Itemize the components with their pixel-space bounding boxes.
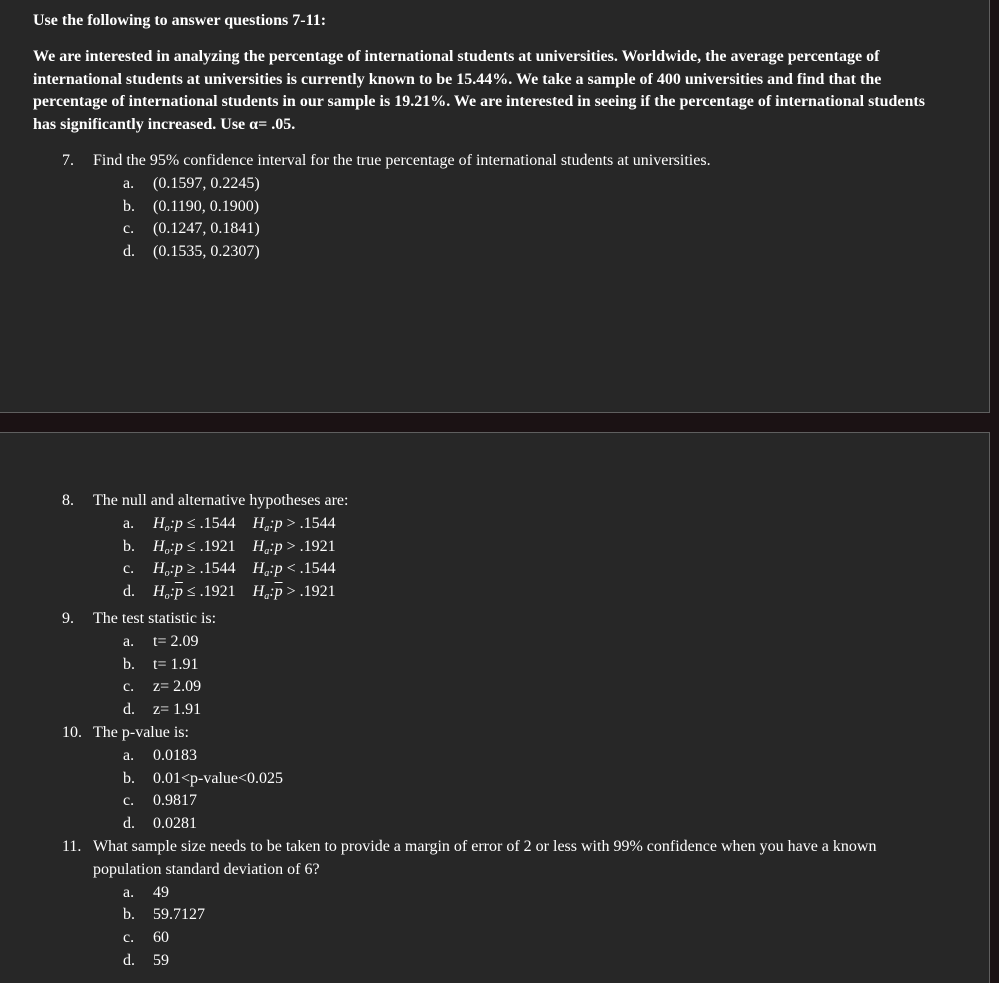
option-a[interactable]: [123, 745, 962, 768]
option-letter: c.: [123, 792, 135, 810]
alternative-hypothesis: $H_a:p$: [252, 560, 283, 580]
option-d[interactable]: [123, 950, 942, 973]
option-letter: d.: [123, 243, 135, 261]
option-letter: d.: [123, 583, 135, 601]
option-d[interactable]: d. $H_o:\overline{p} \le .1921$ $H_a:\overline{p} > .1921$: [123, 583, 336, 603]
option-letter: a.: [123, 514, 135, 532]
question-number: 8.: [62, 492, 74, 509]
option-letter: c.: [123, 929, 135, 947]
question-text: The test statistic is:: [93, 610, 217, 627]
option-text: z= 1.91: [153, 701, 202, 719]
question-panel-top: [0, 0, 990, 413]
option-text: (0.1247, 0.1841): [153, 220, 260, 238]
null-hypothesis: $H_o:p$: [153, 537, 183, 557]
option-letter: c.: [123, 220, 135, 238]
question-text: The null and alternative hypotheses are:: [93, 492, 349, 509]
question-number: 9.: [62, 610, 74, 627]
option-a[interactable]: [123, 631, 962, 654]
option-letter: b.: [123, 906, 135, 924]
alternative-hypothesis: $H_a:p$: [252, 537, 283, 557]
question-text: Find the 95% confidence interval for the true percentage of international students at universities.: [93, 152, 711, 169]
option-b[interactable]: [123, 768, 962, 791]
null-hypothesis: $H_o:p$: [153, 514, 183, 534]
option-letter: b.: [123, 769, 135, 787]
option-b[interactable]: [123, 196, 962, 219]
question-8: [62, 490, 962, 604]
option-d[interactable]: [123, 813, 962, 836]
question-9: [62, 608, 962, 722]
option-a[interactable]: a. $H_o:p \le .1544$ $H_a:p > .1544$: [123, 514, 336, 534]
question-number: 10.: [62, 724, 82, 741]
option-text: (0.1597, 0.2245): [153, 174, 260, 192]
instructions-heading: Use the following to answer questions 7-11:: [33, 12, 327, 29]
option-letter: a.: [123, 632, 135, 650]
answer-options: [123, 631, 962, 722]
option-text: 59.7127: [153, 906, 205, 924]
option-text: 0.0183: [153, 746, 197, 764]
option-d[interactable]: [123, 699, 962, 722]
option-text: (0.1190, 0.1900): [153, 197, 260, 215]
option-letter: c.: [123, 678, 135, 696]
option-letter: b.: [123, 197, 135, 215]
question-7: [62, 150, 962, 264]
question-text: The p-value is:: [93, 724, 189, 741]
option-text: t= 2.09: [153, 632, 199, 650]
option-c[interactable]: c. $H_o:p \ge .1544$ $H_a:p < .1544$: [123, 560, 336, 580]
problem-statement: We are interested in analyzing the percentage of international students at universities. Worldwide, the average percentage of international students at universities is currently known to be 15.44%. We take a sample of 400 universities and find that the percentage of international students in our sample is 19.21%. We are interested in seeing if the percentage of international students has significantly increased. Use α= .05.: [33, 48, 925, 133]
null-hypothesis: $H_o:\overline{p}$: [153, 583, 183, 603]
alternative-hypothesis: $H_a:\overline{p}$: [252, 583, 283, 603]
option-letter: a.: [123, 746, 135, 764]
option-text: 49: [153, 883, 169, 901]
option-text: t= 1.91: [153, 655, 199, 673]
option-text: 0.01<p-value<0.025: [153, 769, 284, 787]
option-letter: b.: [123, 537, 135, 555]
question-10: [62, 722, 962, 836]
option-text: (0.1535, 0.2307): [153, 243, 260, 261]
option-a[interactable]: [123, 882, 942, 905]
option-letter: a.: [123, 174, 135, 192]
option-text: 0.0281: [153, 815, 197, 833]
option-b[interactable]: b. $H_o:p \le .1921$ $H_a:p > .1921$: [123, 537, 336, 557]
option-letter: b.: [123, 655, 135, 673]
option-a[interactable]: [123, 173, 962, 196]
option-letter: d.: [123, 951, 135, 969]
option-text: 0.9817: [153, 792, 197, 810]
option-text: z= 2.09: [153, 678, 202, 696]
option-letter: d.: [123, 815, 135, 833]
question-11: [62, 836, 942, 973]
alternative-hypothesis: $H_a:p$: [252, 514, 283, 534]
option-text: 59: [153, 951, 169, 969]
question-number: 7.: [62, 152, 74, 169]
answer-options: [123, 173, 962, 264]
null-hypothesis: $H_o:p$: [153, 560, 183, 580]
question-panel-bottom: [0, 432, 990, 983]
question-number: 11.: [62, 838, 82, 855]
question-text: What sample size needs to be taken to provide a margin of error of 2 or less with 99% confidence when you have a known population standard deviation of 6?: [93, 838, 877, 878]
answer-options: [123, 745, 962, 836]
option-b[interactable]: [123, 904, 942, 927]
option-c[interactable]: [123, 927, 942, 950]
option-c[interactable]: [123, 218, 962, 241]
answer-options: [123, 513, 962, 604]
option-text: 60: [153, 929, 169, 947]
answer-options: [123, 882, 942, 973]
option-b[interactable]: [123, 654, 962, 677]
option-letter: a.: [123, 883, 135, 901]
option-c[interactable]: [123, 676, 962, 699]
option-letter: c.: [123, 560, 135, 578]
option-letter: d.: [123, 701, 135, 719]
option-d[interactable]: [123, 241, 962, 264]
option-c[interactable]: [123, 790, 962, 813]
